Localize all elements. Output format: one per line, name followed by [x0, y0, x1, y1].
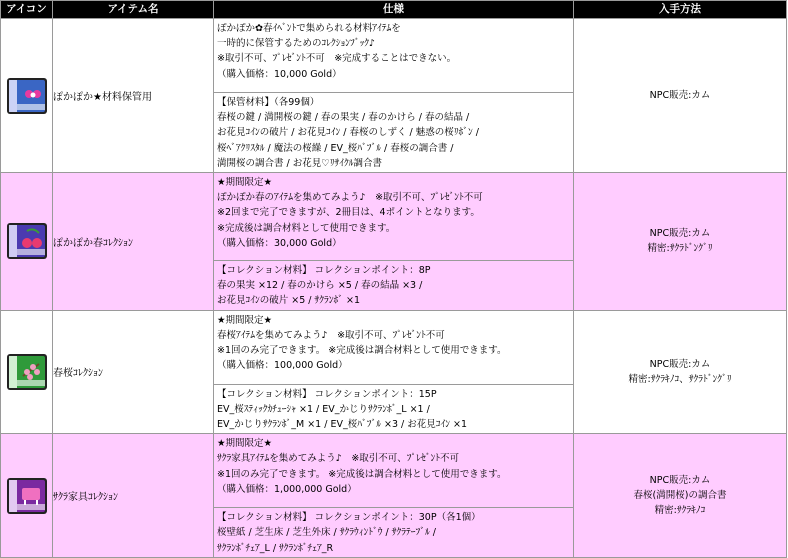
spec-material-line: 【保管材料】（各99個）	[217, 97, 320, 108]
spec-description-line: ぽかぽか春のｱｲﾃﾑを集めてみよう♪ ※取引不可、ﾌﾟﾚｾﾞﾝﾄ不可	[217, 192, 483, 204]
spec-description-line: （購入価格：1,000,000 Gold）	[217, 483, 357, 495]
table-row	[1, 173, 787, 311]
spec-material-line: 桜ﾍﾞｱｸﾘｽﾀﾙ / 魔法の桜繰 / EV_桜ﾊﾞﾌﾞﾙ / 春桜の調合書 /	[217, 142, 454, 154]
spec-description-line: ★期間限定★	[217, 314, 273, 326]
header-spec: 仕様	[214, 1, 574, 19]
item-obtain	[574, 19, 787, 173]
obtain-method: 精密:ｻｸﾗﾄﾞﾝｸﾞﾘ	[647, 243, 713, 255]
header-icon: アイコン	[1, 1, 53, 19]
spec-description-line: ※1回のみ完了できます。 ※完成後は調合材料として使用できます。	[217, 468, 507, 480]
spec-description-line: ★期間限定★	[217, 438, 273, 450]
spec-description-line: ※1回のみ完了できます。 ※完成後は調合材料として使用できます。	[217, 345, 507, 357]
table-row	[1, 19, 787, 173]
spec-description	[214, 19, 573, 93]
spec-material-line: お花見ｺｲﾝの破片 ×5 / ｻｸﾗﾝﾎﾞ ×1	[217, 295, 361, 307]
spec-description	[214, 311, 573, 385]
spec-materials	[214, 385, 573, 434]
item-icon-cell	[1, 19, 53, 173]
spec-material-line: 満開桜の調合書 / お花見♡ﾘｻｲｸﾙ調合書	[217, 157, 383, 169]
spec-description	[214, 434, 573, 508]
spec-description-line: ※完成後は調合材料として使用できます。	[217, 222, 396, 234]
spec-description-line: 春桜ｱｲﾃﾑを集めてみよう♪ ※取引不可、ﾌﾟﾚｾﾞﾝﾄ不可	[217, 329, 445, 341]
item-name: ぽかぽか春ｺﾚｸｼｮﾝ	[53, 173, 214, 311]
obtain-method: 精密:ｻｸﾗｷﾉｺ、ｻｸﾗﾄﾞﾝｸﾞﾘ	[628, 373, 732, 385]
spec-description-line: 一時的に保管するためのｺﾚｸｼｮﾝﾌﾞｯｸ♪	[217, 38, 376, 50]
item-spec	[214, 19, 574, 173]
header-obtain: 入手方法	[574, 1, 787, 19]
item-name: 春桜ｺﾚｸｼｮﾝ	[53, 310, 214, 434]
item-spec	[214, 310, 574, 434]
spec-material-line: お花見ｺｲﾝの破片 / お花見ｺｲﾝ / 春桜のしずく / 魅惑の桜ﾘﾎﾞﾝ /	[217, 127, 479, 139]
spec-description-line: （購入価格：100,000 Gold）	[217, 360, 348, 372]
table-header-row	[1, 1, 787, 19]
spec-materials	[214, 93, 573, 172]
spec-material-line: 【コレクション材料】 コレクションポイント：30P（各1個）	[217, 512, 481, 524]
item-icon-cell	[1, 173, 53, 311]
spec-material-line: 【コレクション材料】 コレクションポイント：15P	[217, 388, 437, 400]
table-row	[1, 434, 787, 558]
spec-material-line: EV_桜ｽﾃｨｯｸｶﾁｭｰｼｬ ×1 / EV_かじりｻｸﾗﾝﾎﾞ_L ×1 /	[217, 403, 430, 415]
spec-material-line: ｻｸﾗﾝﾎﾞﾁｪｱ_L / ｻｸﾗﾝﾎﾞﾁｪｱ_R	[217, 542, 334, 554]
spec-description-line: （購入価格：30,000 Gold）	[217, 237, 342, 249]
header-item-name: アイテム名	[53, 1, 214, 19]
item-spec	[214, 173, 574, 311]
spec-description-line: （購入価格：10,000 Gold）	[217, 68, 342, 80]
obtain-method: NPC販売:カム	[649, 90, 711, 101]
spec-material-line: 【コレクション材料】 コレクションポイント：8P	[217, 265, 431, 277]
furniture-book-icon	[5, 474, 49, 518]
item-obtain	[574, 173, 787, 311]
obtain-method: NPC販売:カム	[649, 228, 711, 240]
spec-description-line: ※取引不可、ﾌﾟﾚｾﾞﾝﾄ不可 ※完成することはできない。	[217, 53, 457, 65]
spec-material-line: EV_かじりｻｸﾗﾝﾎﾞ_M ×1 / EV_桜ﾊﾞﾌﾞﾙ ×3 / お花見ｺｲﾝ ×1	[217, 419, 468, 431]
item-spec	[214, 434, 574, 558]
spec-description-line: ｻｸﾗ家具ｱｲﾃﾑを集めてみよう♪ ※取引不可、ﾌﾟﾚｾﾞﾝﾄ不可	[217, 453, 460, 465]
item-name: ｻｸﾗ家具ｺﾚｸｼｮﾝ	[53, 434, 214, 558]
obtain-method: NPC販売:カム	[649, 358, 711, 370]
obtain-method: 春桜(満開桜)の調合書	[633, 490, 727, 502]
spec-materials	[214, 508, 573, 557]
spec-description-line: ※2回まで完了できますが、2冊目は、4ポイントとなります。	[217, 207, 480, 219]
ribbon-book-icon	[5, 74, 49, 118]
spec-material-line: 春桜の鍵 / 満開桜の鍵 / 春の果実 / 春のかけら / 春の結晶 /	[217, 112, 470, 124]
spec-material-line: 桜壁紙 / 芝生床 / 芝生外床 / ｻｸﾗｳｨﾝﾄﾞｳ / ｻｸﾗﾃｰﾌﾞﾙ /	[217, 527, 436, 539]
cherry-book-icon	[5, 219, 49, 263]
item-icon-cell	[1, 434, 53, 558]
item-obtain	[574, 310, 787, 434]
spec-description-line: ★期間限定★	[217, 177, 273, 189]
item-obtain	[574, 434, 787, 558]
spec-description-line: ぽかぽか✿春ｲﾍﾞﾝﾄで集められる材料ｱｲﾃﾑを	[217, 23, 401, 34]
table-row	[1, 310, 787, 434]
item-icon-cell	[1, 310, 53, 434]
spec-material-line: 春の果実 ×12 / 春のかけら ×5 / 春の結晶 ×3 /	[217, 280, 423, 292]
obtain-method: NPC販売:カム	[649, 475, 711, 487]
blossom-book-icon	[5, 350, 49, 394]
spec-materials	[214, 261, 573, 310]
spec-description	[214, 173, 573, 261]
obtain-method: 精密:ｻｸﾗｷﾉｺ	[654, 505, 706, 517]
item-name: ぽかぽか★材料保管用	[53, 19, 214, 173]
